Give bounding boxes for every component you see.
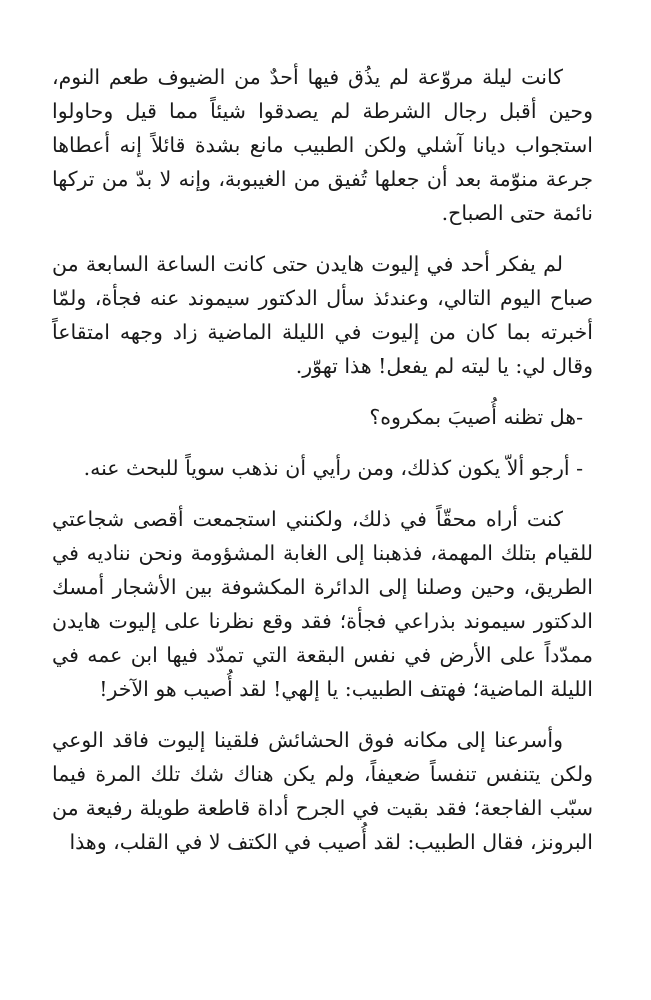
dialogue-line-1: -هل تظنه أُصيبَ بمكروه؟ bbox=[369, 405, 583, 429]
paragraph-1: كانت ليلة مروّعة لم يذُق فيها أحدٌ من الضيوف طعم النوم، وحين أقبل رجال الشرطة لم يصدقوا شيئاً مما قيل وحاولوا استجواب ديانا آشلي ولكن الطبيب مانع بشدة قائلاً إنه أعطاها جرعة منوّمة بعد أن جعلها تُفيق من الغيبوبة، وإنه لا بدّ من تركها نائمة حتى الصباح. bbox=[52, 65, 593, 225]
paragraph-2: لم يفكر أحد في إليوت هايدن حتى كانت الساعة السابعة من صباح اليوم التالي، وعندئذ سأل الدكتور سيموند عنه فجأة، ولمّا أخبرته بما كان من إليوت في الليلة الماضية زاد وجهه امتقاعاً وقال لي: يا ليته لم يفعل! هذا تهوّر. bbox=[52, 252, 593, 378]
paragraph-3: كنت أراه محقّاً في ذلك، ولكنني استجمعت أقصى شجاعتي للقيام بتلك المهمة، فذهبنا إلى الغابة المشؤومة ونحن نناديه في الطريق، وحين وصلنا إلى الدائرة المكشوفة بين الأشجار أمسك الدكتور سيموند بذراعي فجأة؛ فقد وقع نظرنا على إليوت هايدن ممدّداً على الأرض في نفس البقعة التي تمدّد فيها ابن عمه في الليلة الماضية؛ فهتف الطبيب: يا إلهي! لقد أُصيب هو الآخر! bbox=[52, 507, 593, 701]
dialogue-line-2: - أرجو ألاّ يكون كذلك، ومن رأيي أن نذهب سوياً للبحث عنه. bbox=[83, 456, 583, 480]
paragraph-4: وأسرعنا إلى مكانه فوق الحشائش فلقينا إليوت فاقد الوعي ولكن يتنفس تنفساً ضعيفاً، ولم يكن هناك شك تلك المرة فيما سبّب الفاجعة؛ فقد بقيت في الجرح أداة قاطعة طويلة رفيعة من البرونز، فقال الطبيب: لقد أُصيب في الكتف لا في القلب، وهذا bbox=[52, 728, 593, 854]
